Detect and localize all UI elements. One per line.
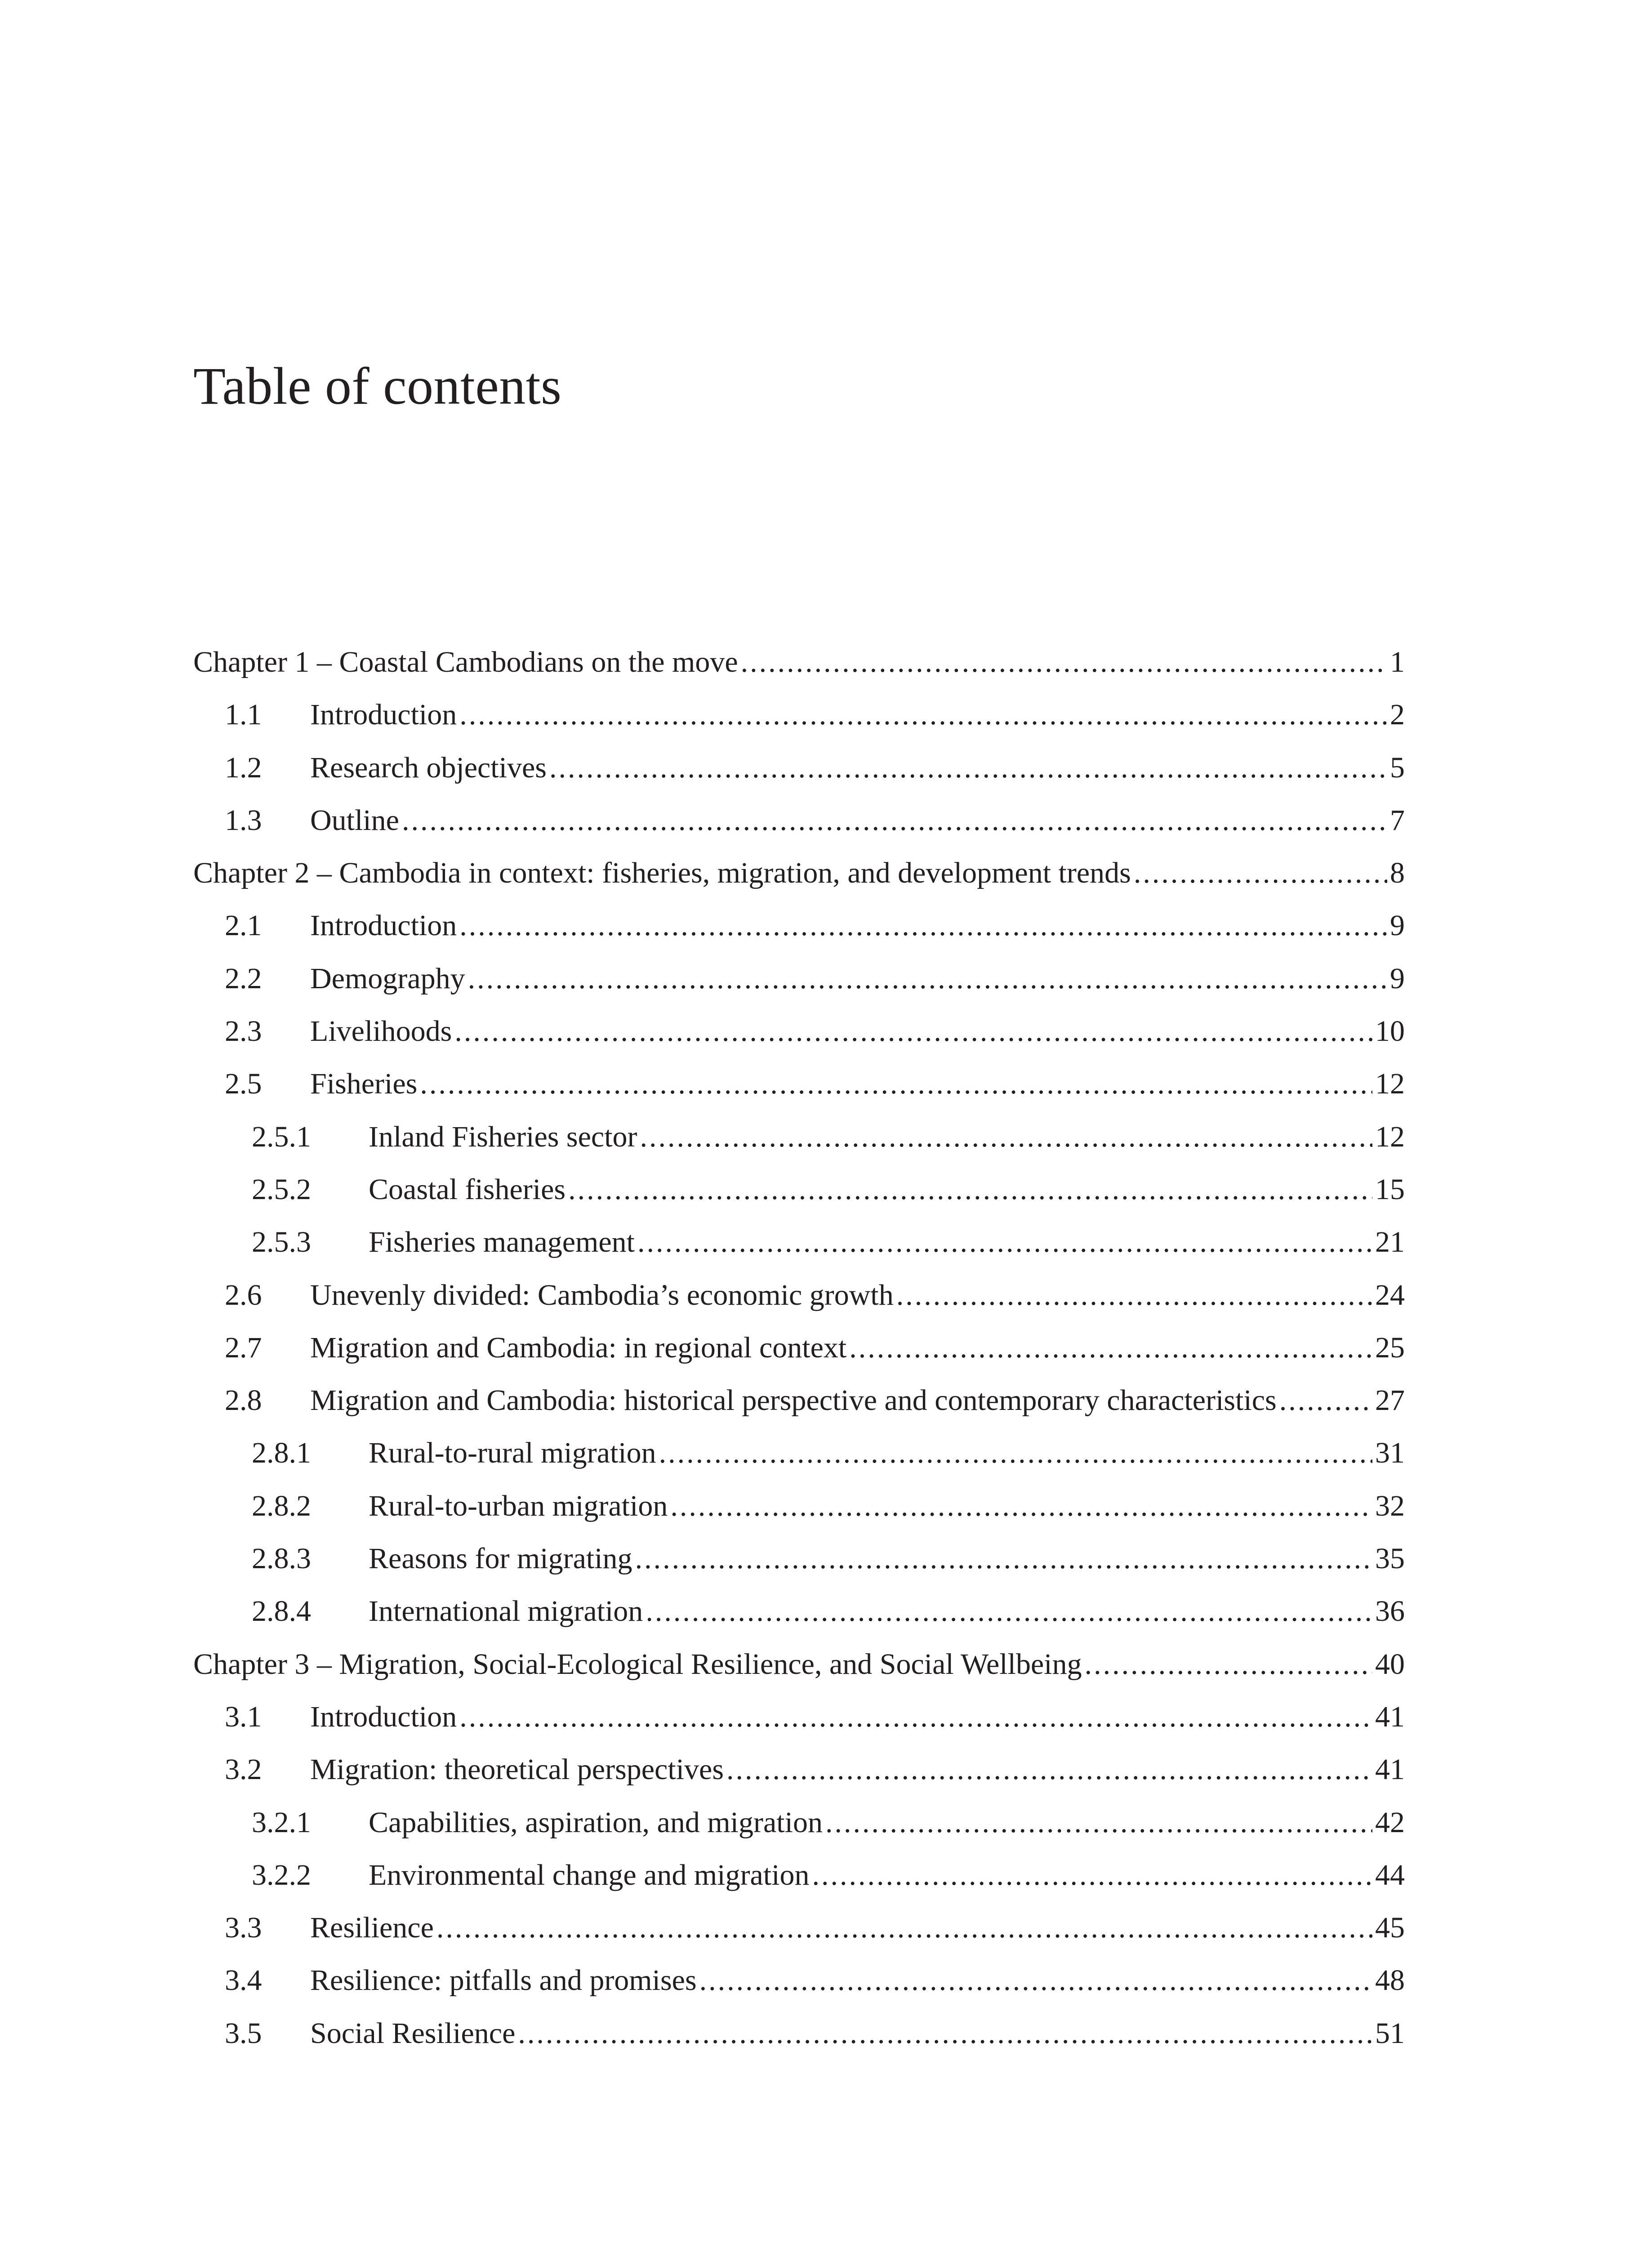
toc-entry-title: Migration and Cambodia: historical perspective and contemporary characteristics (310, 1384, 1277, 1417)
dot-leader (459, 1702, 1372, 1732)
table-of-contents (193, 647, 1405, 2071)
toc-page-number: 31 (1375, 1436, 1405, 1470)
toc-page-number: 48 (1375, 1964, 1405, 1997)
dot-leader (637, 1227, 1372, 1257)
toc-entry-title: Chapter 2 – Cambodia in context: fisheries, migration, and development trends (193, 856, 1131, 890)
toc-section-entry[interactable] (193, 1122, 1405, 1175)
toc-section-entry[interactable] (193, 1544, 1405, 1597)
toc-entry-title: Fisheries (310, 1067, 418, 1101)
dot-leader (1085, 1650, 1372, 1679)
dot-leader (699, 1966, 1372, 1995)
toc-entry-title: Migration: theoretical perspectives (310, 1753, 724, 1786)
toc-entry-number: 2.1 (225, 909, 262, 942)
toc-section-entry[interactable] (193, 1966, 1405, 2018)
toc-page-number: 8 (1390, 856, 1405, 890)
toc-page-number: 41 (1375, 1700, 1405, 1733)
toc-entry-title: Unevenly divided: Cambodia’s economic growth (310, 1278, 894, 1311)
toc-entry-title: Reasons for migrating (369, 1542, 632, 1575)
toc-entry-number: 2.8.1 (252, 1436, 311, 1470)
toc-entry-number: 3.2.1 (252, 1806, 311, 1839)
toc-section-entry[interactable] (193, 1069, 1405, 1122)
toc-page-number: 51 (1375, 2016, 1405, 2050)
toc-page-number: 15 (1375, 1173, 1405, 1206)
toc-section-entry[interactable] (193, 2016, 1405, 2071)
toc-entry-number: 3.2.2 (252, 1858, 311, 1891)
toc-entry-number: 1.3 (225, 803, 262, 837)
dot-leader (635, 1544, 1372, 1574)
toc-page-number: 10 (1375, 1015, 1405, 1048)
toc-entry-title: Research objectives (310, 751, 547, 784)
toc-section-entry[interactable] (193, 1597, 1405, 1649)
page-title: Table of contents (193, 357, 562, 415)
toc-chapter-entry[interactable] (193, 1647, 1405, 1702)
toc-entry-number: 1.2 (225, 751, 262, 784)
toc-entry-title: Demography (310, 962, 465, 995)
toc-section-entry[interactable] (193, 1386, 1405, 1438)
toc-entry-number: 2.7 (225, 1331, 262, 1364)
dot-leader (549, 753, 1387, 783)
dot-leader (518, 2019, 1372, 2048)
toc-page-number: 24 (1375, 1278, 1405, 1311)
toc-entry-title: Resilience: pitfalls and promises (310, 1964, 697, 1997)
toc-page-number: 7 (1390, 803, 1405, 837)
toc-section-entry[interactable] (193, 911, 1405, 963)
toc-entry-number: 3.1 (225, 1700, 262, 1733)
dot-leader (468, 964, 1387, 994)
toc-section-entry[interactable] (193, 700, 1405, 753)
dot-leader (436, 1913, 1372, 1943)
toc-page-number: 5 (1390, 751, 1405, 784)
toc-entry-number: 3.2 (225, 1753, 262, 1786)
toc-entry-number: 2.3 (225, 1015, 262, 1048)
toc-entry-title: Social Resilience (310, 2016, 516, 2050)
dot-leader (420, 1069, 1372, 1099)
toc-section-entry[interactable] (193, 753, 1405, 806)
toc-section-entry[interactable] (193, 1438, 1405, 1491)
toc-entry-number: 1.1 (225, 698, 262, 731)
toc-page-number: 2 (1390, 698, 1405, 731)
toc-page-number: 25 (1375, 1331, 1405, 1364)
toc-page-number: 21 (1375, 1226, 1405, 1259)
toc-page-number: 12 (1375, 1120, 1405, 1153)
toc-page-number: 44 (1375, 1858, 1405, 1891)
dot-leader (454, 1017, 1372, 1046)
toc-entry-title: Chapter 3 – Migration, Social-Ecological Resilience, and Social Wellbeing (193, 1647, 1082, 1681)
toc-page-number: 1 (1390, 646, 1405, 678)
toc-entry-number: 2.6 (225, 1278, 262, 1311)
toc-entry-title: Rural-to-urban migration (369, 1489, 668, 1522)
dot-leader (1134, 858, 1387, 888)
toc-entry-number: 3.5 (225, 2016, 262, 2050)
toc-entry-title: Environmental change and migration (369, 1858, 810, 1891)
toc-section-entry[interactable] (193, 1333, 1405, 1386)
toc-entry-title: Introduction (310, 909, 457, 942)
toc-entry-title: Coastal fisheries (369, 1173, 566, 1206)
dot-leader (726, 1755, 1372, 1784)
toc-entry-number: 2.8 (225, 1384, 262, 1417)
toc-entry-number: 3.4 (225, 1964, 262, 1997)
toc-entry-title: Livelihoods (310, 1015, 452, 1048)
dot-leader (640, 1122, 1372, 1152)
dot-leader (459, 700, 1387, 730)
toc-entry-title: Introduction (310, 698, 457, 731)
toc-section-entry[interactable] (193, 1702, 1405, 1755)
toc-section-entry[interactable] (193, 1808, 1405, 1860)
toc-entry-number: 2.8.4 (252, 1595, 311, 1628)
toc-entry-title: Outline (310, 803, 399, 837)
dot-leader (896, 1280, 1372, 1310)
dot-leader (670, 1491, 1372, 1521)
toc-section-entry[interactable] (193, 1017, 1405, 1069)
toc-page-number: 40 (1375, 1647, 1405, 1681)
toc-page-number: 27 (1375, 1384, 1405, 1417)
toc-entry-title: Rural-to-rural migration (369, 1436, 656, 1470)
toc-entry-title: Introduction (310, 1700, 457, 1733)
toc-entry-title: Inland Fisheries sector (369, 1120, 637, 1153)
toc-section-entry[interactable] (193, 1755, 1405, 1807)
toc-entry-number: 2.5 (225, 1067, 262, 1101)
toc-entry-title: Chapter 1 – Coastal Cambodians on the move (193, 646, 738, 678)
dot-leader (659, 1438, 1372, 1468)
toc-page-number: 32 (1375, 1489, 1405, 1522)
toc-entry-number: 2.5.1 (252, 1120, 311, 1153)
toc-entry-number: 3.3 (225, 1911, 262, 1945)
toc-section-entry[interactable] (193, 1913, 1405, 1966)
dot-leader (459, 911, 1387, 941)
dot-leader (568, 1175, 1372, 1204)
toc-entry-number: 2.5.2 (252, 1173, 311, 1206)
toc-page-number: 9 (1390, 909, 1405, 942)
toc-section-entry[interactable] (193, 1227, 1405, 1280)
toc-section-entry[interactable] (193, 1175, 1405, 1227)
toc-section-entry[interactable] (193, 803, 1405, 858)
dot-leader (741, 647, 1387, 677)
toc-entry-title: International migration (369, 1595, 643, 1628)
toc-page-number: 12 (1375, 1067, 1405, 1101)
toc-page-number: 35 (1375, 1542, 1405, 1575)
toc-section-entry[interactable] (193, 964, 1405, 1017)
toc-entry-number: 2.8.3 (252, 1542, 311, 1575)
toc-page-number: 9 (1390, 962, 1405, 995)
toc-entry-number: 2.8.2 (252, 1489, 311, 1522)
dot-leader (646, 1597, 1372, 1626)
dot-leader (812, 1860, 1372, 1890)
toc-entry-title: Fisheries management (369, 1226, 635, 1259)
dot-leader (849, 1333, 1372, 1363)
toc-entry-title: Migration and Cambodia: in regional context (310, 1331, 847, 1364)
toc-entry-number: 2.5.3 (252, 1226, 311, 1259)
toc-entry-number: 2.2 (225, 962, 262, 995)
toc-page-number: 41 (1375, 1753, 1405, 1786)
toc-entry-title: Capabilities, aspiration, and migration (369, 1806, 823, 1839)
toc-section-entry[interactable] (193, 1860, 1405, 1913)
toc-chapter-entry[interactable] (193, 858, 1405, 911)
toc-section-entry[interactable] (193, 1280, 1405, 1333)
toc-page-number: 45 (1375, 1911, 1405, 1945)
toc-page-number: 36 (1375, 1595, 1405, 1628)
dot-leader (1279, 1386, 1372, 1415)
dot-leader (402, 806, 1387, 835)
toc-entry-title: Resilience (310, 1911, 434, 1945)
toc-page-number: 42 (1375, 1806, 1405, 1839)
toc-section-entry[interactable] (193, 1491, 1405, 1544)
toc-chapter-entry[interactable] (193, 647, 1405, 700)
dot-leader (825, 1808, 1372, 1838)
